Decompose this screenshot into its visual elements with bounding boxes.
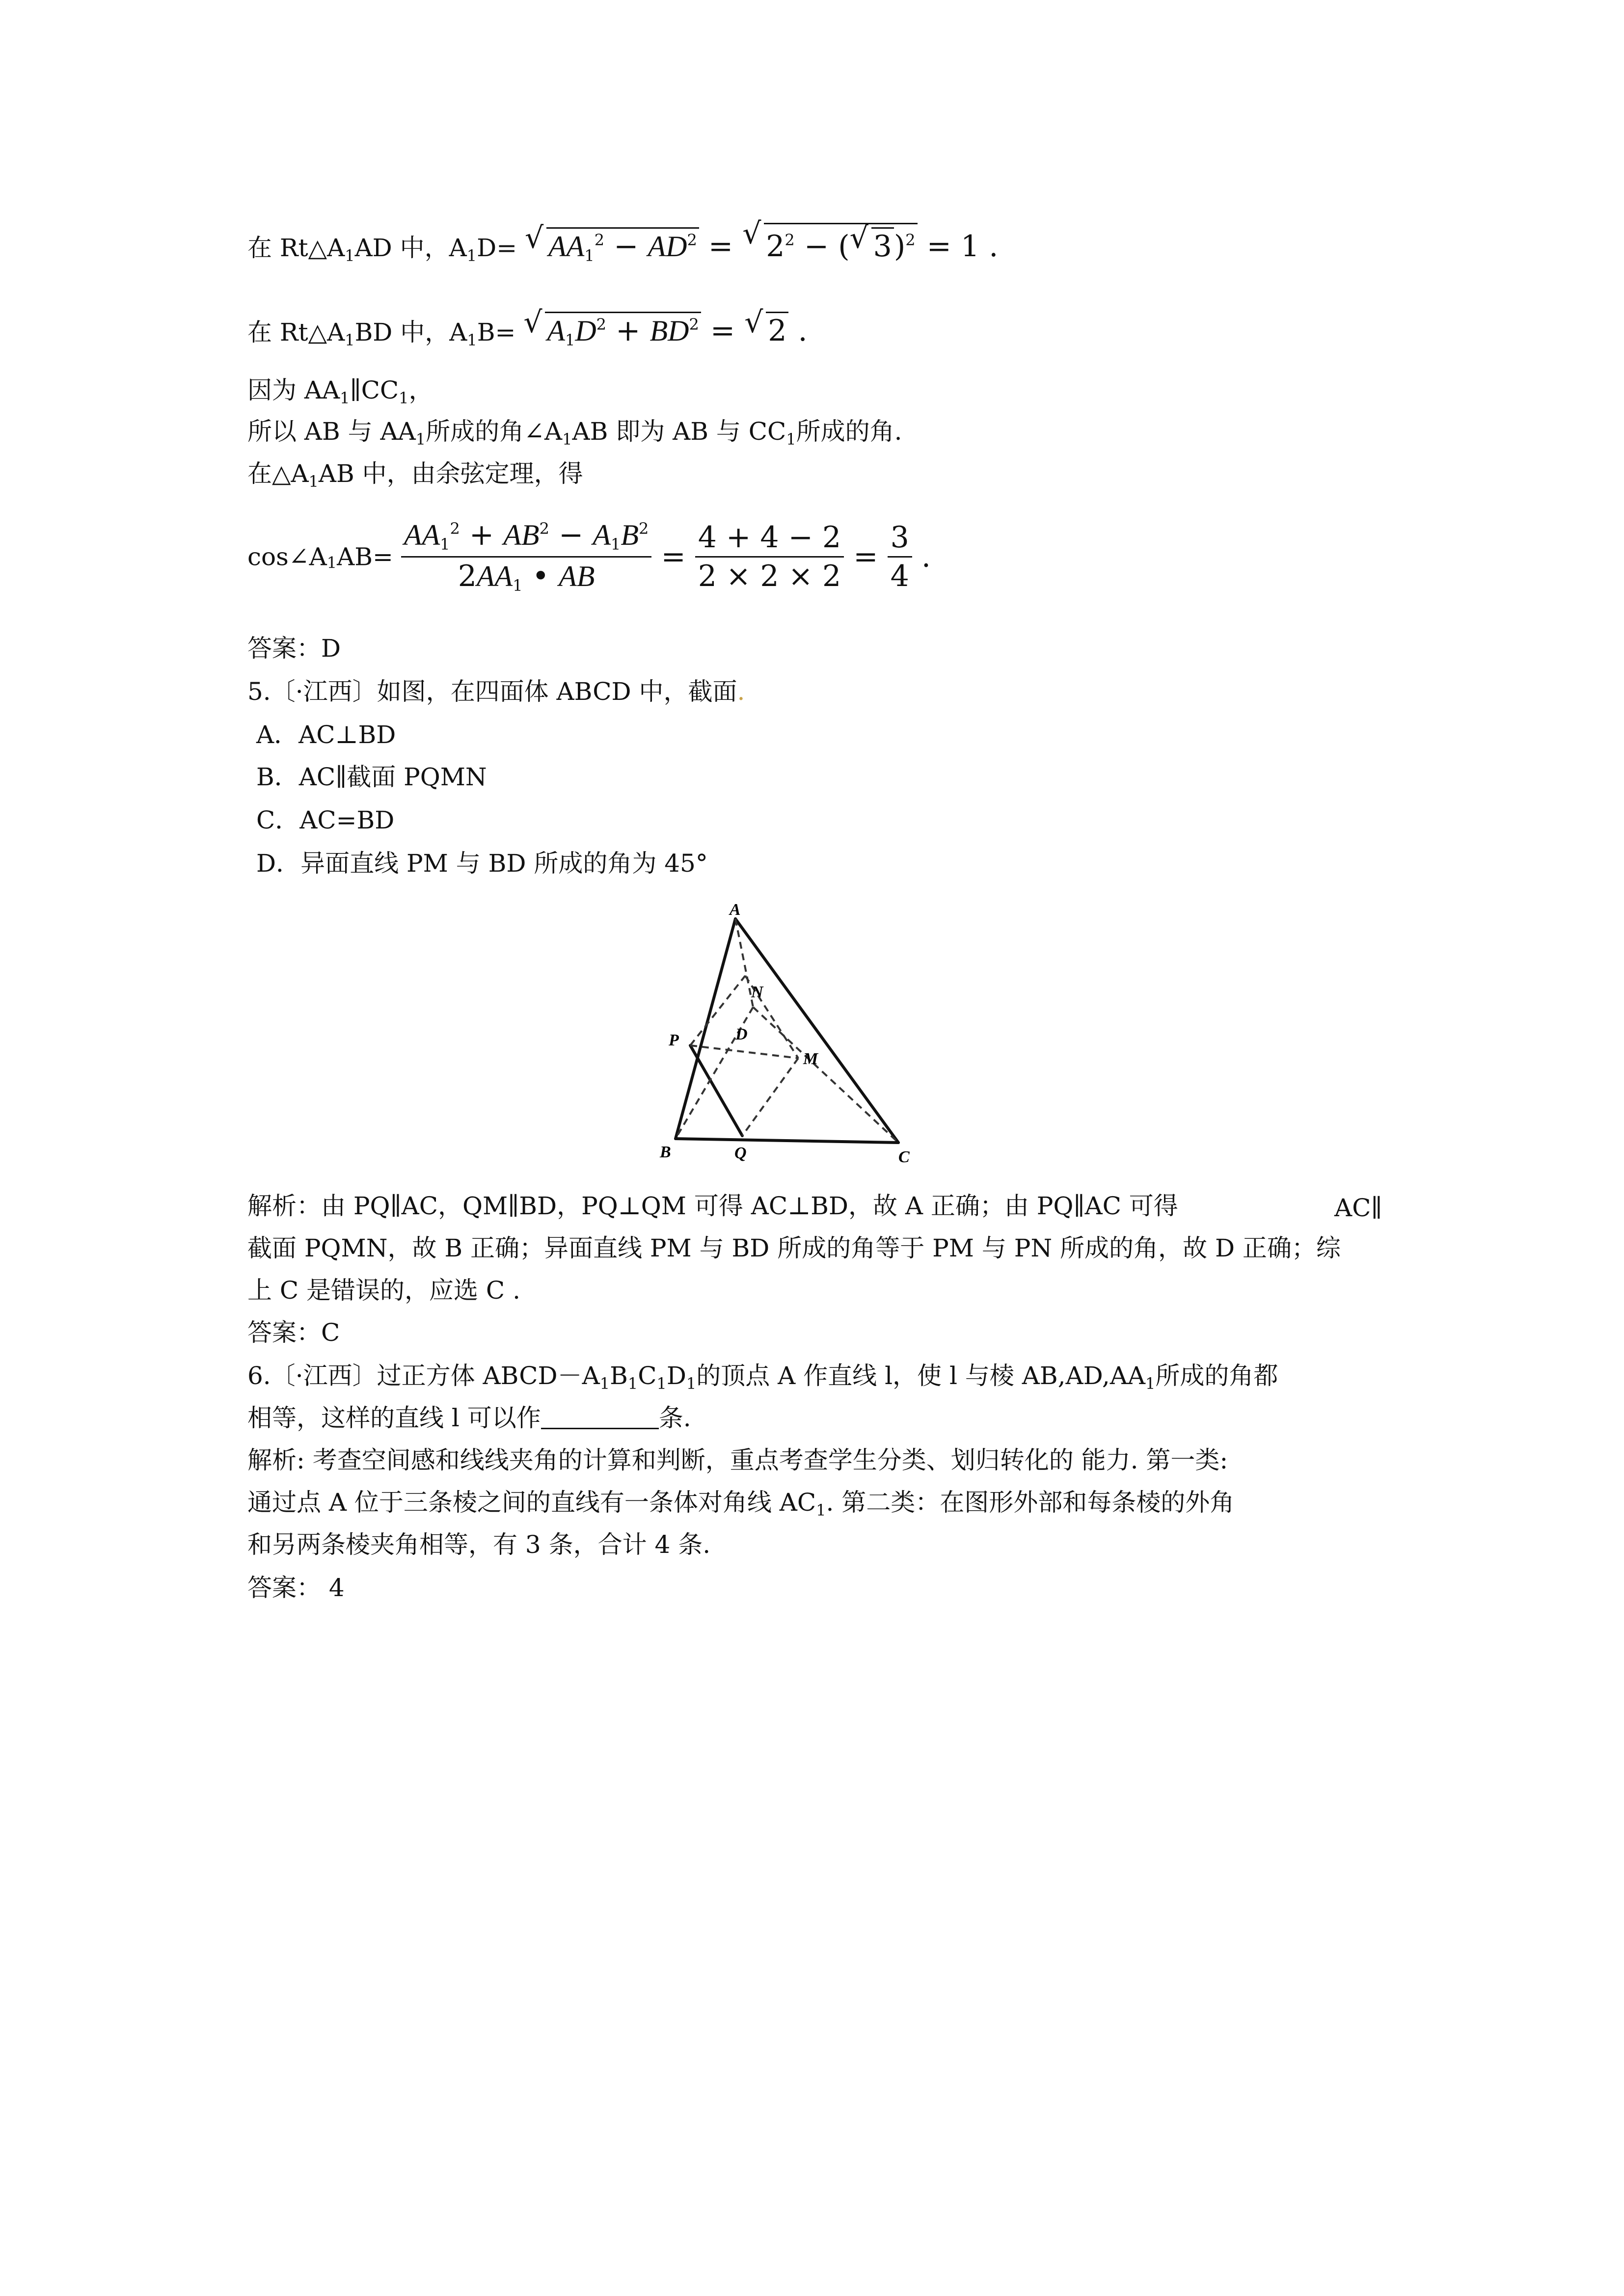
edge-ac bbox=[735, 919, 898, 1143]
end-dot: . bbox=[912, 539, 931, 574]
term-three: 3 bbox=[873, 229, 892, 264]
text: 所以 AB 与 AA bbox=[247, 417, 416, 446]
sub: 1 bbox=[686, 1374, 697, 1393]
sub: 1 bbox=[340, 389, 350, 407]
fraction-main bbox=[401, 520, 652, 593]
eq1-mid: AD 中，A bbox=[354, 234, 467, 262]
term-two: 2 bbox=[766, 229, 785, 264]
term-a: A bbox=[547, 315, 565, 347]
sqrt-icon: √ bbox=[742, 216, 761, 251]
tetrahedron-figure bbox=[633, 903, 928, 1163]
label-a: A bbox=[730, 903, 741, 919]
question-5 bbox=[247, 679, 745, 704]
option-b: B．AC∥截面 PQMN bbox=[256, 763, 487, 791]
equals: = bbox=[844, 539, 888, 574]
sub: 1 bbox=[513, 576, 523, 595]
option-c: C．AC=BD bbox=[256, 806, 395, 834]
answer-c: 答案：C bbox=[247, 1318, 340, 1347]
sub: 1 bbox=[308, 472, 319, 491]
term: AB bbox=[503, 519, 540, 551]
cosine-law-statement bbox=[247, 461, 583, 489]
analysis-6-line1: 解析: 考查空间感和线线夹角的计算和判断，重点考查学生分类、划归转化的 能力. 第一类: bbox=[247, 1446, 1228, 1474]
term-bd: BD bbox=[650, 315, 689, 347]
text: 条. bbox=[658, 1404, 691, 1432]
eq2-prefix: 在 Rt△A bbox=[247, 318, 345, 347]
sqrt-radical bbox=[523, 305, 701, 349]
sub: 1 bbox=[786, 430, 796, 449]
sub: 1 bbox=[599, 1374, 610, 1393]
analysis-5-line1-tail: AC∥ bbox=[1334, 1194, 1382, 1222]
eq1-end: D= bbox=[477, 234, 517, 262]
numerator bbox=[401, 520, 652, 558]
label-q: Q bbox=[734, 1144, 747, 1162]
eq1-sub: 1 bbox=[466, 246, 477, 265]
analysis-5-line3: 上 C 是错误的，应选 C . bbox=[247, 1276, 520, 1305]
denominator: 2 × 2 × 2 bbox=[698, 559, 841, 593]
term-d: D bbox=[575, 315, 596, 347]
term: AA bbox=[476, 560, 513, 592]
term-sup: 2 bbox=[594, 231, 605, 249]
equals: = bbox=[699, 229, 743, 264]
term-sup: 2 bbox=[785, 231, 795, 249]
operator: − bbox=[549, 518, 593, 552]
end-dot: . bbox=[788, 314, 808, 348]
sqrt-icon: √ bbox=[849, 221, 868, 255]
sqrt-radical bbox=[744, 305, 788, 348]
term-two: 2 bbox=[768, 314, 787, 348]
sub: 1 bbox=[611, 535, 621, 554]
equation-a1d bbox=[247, 216, 999, 265]
sub: 1 bbox=[399, 389, 409, 407]
edge-cd bbox=[753, 1007, 898, 1143]
label-d: D bbox=[735, 1025, 748, 1043]
text: 所成的角都 bbox=[1155, 1362, 1278, 1390]
paren: ( bbox=[838, 229, 850, 264]
text: 6.〔·江西〕过正方体 ABCD－A bbox=[247, 1362, 600, 1390]
result: = 1 . bbox=[917, 229, 999, 264]
text: ∥CC bbox=[350, 376, 399, 404]
equals: = bbox=[701, 314, 745, 348]
sqrt-icon: √ bbox=[525, 221, 544, 255]
label-p: P bbox=[669, 1031, 679, 1049]
text: ， bbox=[408, 376, 433, 404]
operator: − bbox=[794, 229, 839, 264]
eq2-sub: 1 bbox=[345, 331, 355, 349]
term-sub: 1 bbox=[584, 246, 595, 265]
sup: 2 bbox=[539, 519, 549, 538]
analysis-5-line1: 解析：由 PQ∥AC，QM∥BD，PQ⊥QM 可得 AC⊥BD，故 A 正确；由 PQ∥AC 可得 bbox=[247, 1192, 1178, 1220]
text: 因为 AA bbox=[247, 376, 340, 404]
term-sub: 1 bbox=[565, 331, 575, 349]
analysis-6-line2 bbox=[247, 1490, 1234, 1518]
answer-d: 答案：D bbox=[247, 634, 341, 663]
term-aa: AA bbox=[548, 230, 585, 263]
answer-blank[interactable] bbox=[541, 1406, 659, 1429]
eq2-end: B= bbox=[477, 318, 516, 347]
operator: + bbox=[606, 314, 650, 348]
equation-a1b bbox=[247, 305, 808, 349]
text: 通过点 A 位于三条棱之间的直线有一条体对角线 AC bbox=[247, 1488, 816, 1517]
operator: • bbox=[522, 559, 559, 593]
term-sup: 2 bbox=[689, 315, 699, 334]
sub: 1 bbox=[415, 430, 426, 449]
analysis-6-line3: 和另两条棱夹角相等，有 3 条，合计 4 条. bbox=[247, 1530, 711, 1559]
edge-pq bbox=[690, 1045, 742, 1136]
paren: ) bbox=[893, 229, 906, 264]
label-c: C bbox=[898, 1148, 910, 1163]
fraction-result bbox=[888, 520, 912, 593]
equals: = bbox=[651, 539, 695, 574]
term-sup: 2 bbox=[687, 231, 697, 249]
sub: 1 bbox=[440, 535, 450, 554]
text: 的顶点 A 作直线 l，使 l 与棱 AB,AD,AA bbox=[696, 1362, 1146, 1390]
question-6-line1 bbox=[247, 1363, 1278, 1391]
analysis-5-line2: 截面 PQMN，故 B 正确；异面直线 PM 与 BD 所成的角等于 PM 与 PN 所成的角，故 D 正确；综 bbox=[247, 1234, 1341, 1262]
answer-4: 答案： 4 bbox=[247, 1574, 345, 1602]
term: AA bbox=[404, 519, 440, 551]
text: C bbox=[638, 1362, 657, 1390]
text: 所成的角. bbox=[796, 417, 902, 446]
sub: 1 bbox=[326, 553, 337, 572]
sub: 1 bbox=[562, 430, 572, 449]
text: AB 即为 AB 与 CC bbox=[572, 417, 786, 446]
sub: 1 bbox=[656, 1374, 667, 1393]
sqrt-radical bbox=[742, 216, 917, 264]
angle-statement bbox=[247, 419, 902, 447]
option-d: D．异面直线 PM 与 BD 所成的角为 45° bbox=[256, 849, 708, 878]
label-n: N bbox=[751, 983, 763, 1001]
term: 2 bbox=[458, 559, 477, 593]
operator: − bbox=[604, 229, 648, 264]
question-stem: 5.〔·江西〕如图，在四面体 ABCD 中，截面 bbox=[247, 677, 737, 706]
numerator: 4 + 4 − 2 bbox=[695, 523, 844, 558]
option-a: A．AC⊥BD bbox=[256, 721, 396, 749]
text: AB 中，由余弦定理，得 bbox=[318, 459, 583, 488]
sup: 2 bbox=[450, 519, 460, 538]
term: AB bbox=[559, 560, 595, 592]
edge-pm bbox=[690, 1045, 798, 1058]
denominator: 4 bbox=[890, 559, 909, 593]
fraction-numeric bbox=[695, 520, 844, 593]
sub: 1 bbox=[816, 1501, 826, 1520]
sqrt-radical-inner bbox=[849, 221, 894, 264]
eq2-sub: 1 bbox=[467, 331, 477, 349]
text: 相等，这样的直线 l 可以作 bbox=[247, 1404, 541, 1432]
parallel-statement bbox=[247, 378, 433, 406]
sub: 1 bbox=[627, 1374, 638, 1393]
eq2-mid: BD 中，A bbox=[354, 318, 467, 347]
equation-cosine bbox=[247, 520, 931, 593]
term-sup: 2 bbox=[905, 231, 916, 249]
sub: 1 bbox=[1145, 1374, 1156, 1393]
sqrt-icon: √ bbox=[744, 305, 763, 340]
numerator: 3 bbox=[888, 523, 912, 558]
dot: . bbox=[737, 677, 745, 706]
eq3-end: AB= bbox=[337, 542, 393, 571]
edge-mq bbox=[742, 1058, 798, 1136]
label-b: B bbox=[660, 1143, 671, 1161]
denominator bbox=[401, 558, 652, 593]
sqrt-radical bbox=[525, 221, 699, 265]
eq1-prefix: 在 Rt△A bbox=[247, 234, 345, 262]
term: A bbox=[593, 519, 611, 551]
eq1-sub: 1 bbox=[345, 246, 355, 265]
text: B bbox=[610, 1362, 628, 1390]
operator: + bbox=[460, 518, 504, 552]
sup: 2 bbox=[639, 519, 649, 538]
sqrt-icon: √ bbox=[523, 305, 542, 340]
text: . 第二类：在图形外部和每条棱的外角 bbox=[826, 1488, 1235, 1517]
term: B bbox=[621, 519, 639, 551]
text: 所成的角∠A bbox=[426, 417, 563, 446]
question-6-line2 bbox=[247, 1406, 691, 1430]
term-ad: AD bbox=[648, 230, 687, 263]
term-sup: 2 bbox=[596, 315, 607, 334]
text: D bbox=[666, 1362, 686, 1390]
text: 在△A bbox=[247, 459, 309, 488]
edge-bc bbox=[676, 1139, 898, 1143]
label-m: M bbox=[803, 1050, 818, 1068]
eq3-prefix: cos∠A bbox=[247, 542, 327, 571]
